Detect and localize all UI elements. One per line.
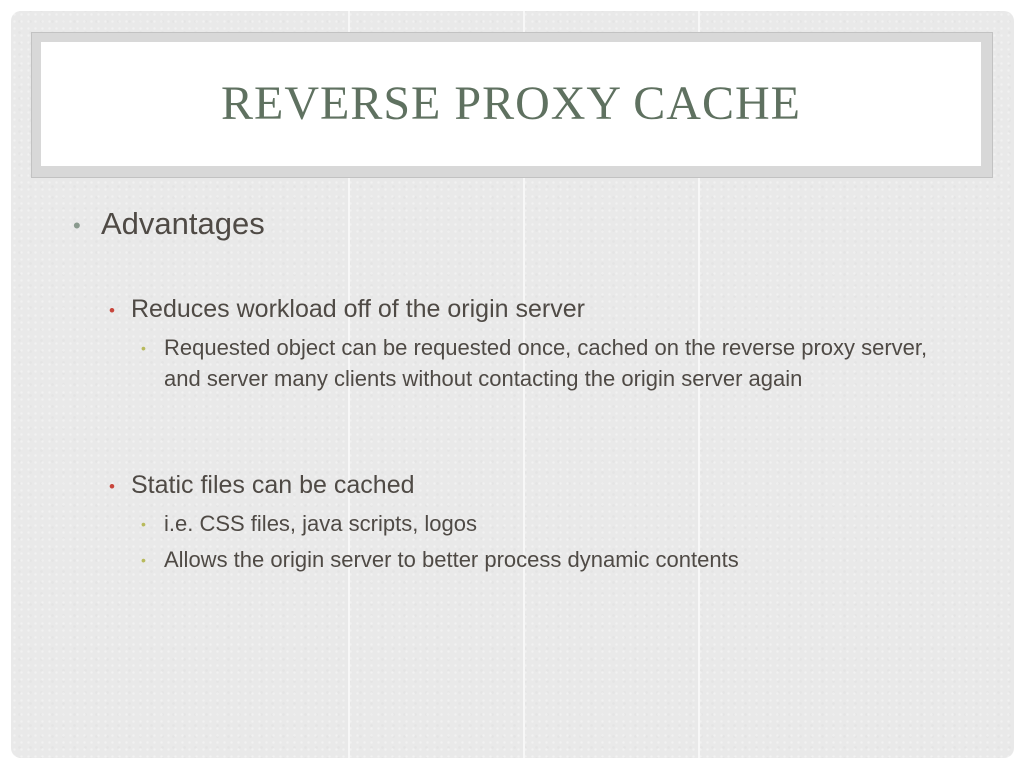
- slide-title: REVERSE PROXY CACHE: [221, 76, 801, 130]
- bullet-css-files: [141, 508, 477, 540]
- bullet-advantages: [73, 206, 265, 242]
- bullet-text: Static files can be cached: [131, 471, 415, 499]
- bullet-dot-icon: •: [141, 516, 146, 532]
- bullet-static-files: [109, 471, 415, 500]
- bullet-text: Advantages: [101, 206, 265, 241]
- slide-content: [11, 11, 1014, 758]
- bullet-dot-icon: •: [109, 477, 115, 496]
- bullet-text: i.e. CSS files, java scripts, logos: [164, 511, 478, 536]
- bullet-text: Allows the origin server to better process dynamic contents: [164, 547, 739, 572]
- bullet-dot-icon: •: [141, 552, 146, 568]
- bullet-text: Requested object can be requested once, cached on the reverse proxy server, and server many clients without contacting the origin server again: [164, 335, 928, 391]
- bullet-dynamic-contents: [141, 544, 739, 576]
- bullet-dot-icon: •: [141, 340, 146, 356]
- bullet-requested-object: [141, 332, 981, 394]
- bullet-reduces-workload: [109, 295, 585, 324]
- bullet-dot-icon: •: [73, 213, 81, 238]
- bullet-dot-icon: •: [109, 301, 115, 320]
- slide: [11, 11, 1014, 758]
- bullet-text: Reduces workload off of the origin server: [131, 295, 585, 323]
